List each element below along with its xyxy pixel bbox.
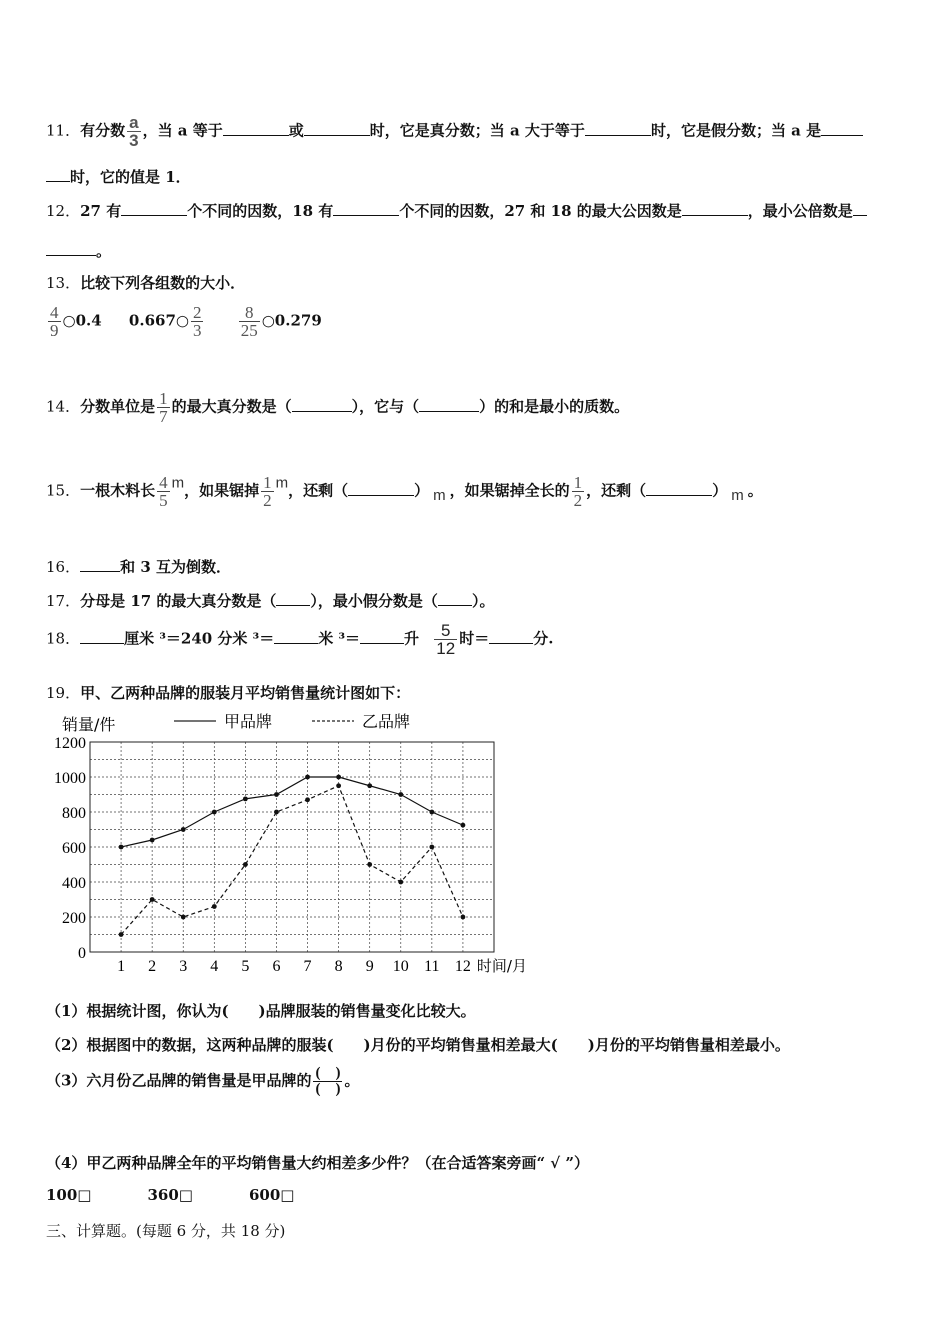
- fraction-denominator: 12: [436, 639, 456, 658]
- q11-text: 或: [288, 121, 304, 140]
- x-tick-label: 10: [392, 958, 409, 975]
- question-11-cont: [46, 166, 191, 187]
- series-line-yi: [121, 786, 463, 935]
- fraction-denominator: 25: [240, 321, 258, 340]
- fraction-denominator: 2: [573, 491, 583, 510]
- y-tick-label: 1200: [54, 735, 86, 752]
- y-tick-label: 800: [62, 805, 86, 822]
- answer-blank[interactable]: [489, 642, 533, 644]
- y-axis-title: 销量/件: [62, 715, 116, 734]
- answer-blank[interactable]: [274, 642, 318, 644]
- data-point: [274, 810, 279, 815]
- q13-text: 比较下列各组数的大小．: [80, 274, 246, 292]
- question-number: 13．: [46, 274, 81, 292]
- fraction-numerator: 4: [50, 303, 59, 322]
- q19-part1-text: （1）根据统计图，你认为( )品牌服装的销售量变化比较大。: [46, 1002, 476, 1020]
- q11-text: 时，它是假分数；当 a 是: [650, 121, 822, 140]
- answer-blank[interactable]: [438, 604, 472, 606]
- data-point: [212, 810, 217, 815]
- x-tick-label: 1: [117, 958, 126, 975]
- data-point: [305, 775, 310, 780]
- chart-series: [119, 775, 466, 937]
- q14-text: 的最大真分数是（: [171, 397, 292, 416]
- q12-text: 个不同的因数，18 有: [187, 202, 334, 220]
- q12-text: 27 有: [80, 202, 122, 220]
- q11-text: 时，它的值是 1．: [70, 168, 191, 186]
- legend-label: 乙品牌: [362, 712, 411, 731]
- fraction-denominator: 9: [50, 321, 59, 340]
- q15-text: ）: [414, 481, 430, 500]
- q19-part4-text: （4）甲乙两种品牌全年的平均销售量大约相差多少件？（在合适答案旁画“ √ ”）: [46, 1154, 589, 1172]
- q12-text: 个不同的因数，27 和 18 的最大公因数是: [399, 202, 682, 220]
- q18-text: 升: [404, 629, 420, 648]
- answer-blank[interactable]: [853, 214, 867, 216]
- x-tick-label: 8: [334, 958, 343, 975]
- x-tick-label: 11: [424, 958, 440, 975]
- comparison-c: ○0.279: [261, 311, 322, 330]
- option-100[interactable]: 100□: [46, 1186, 92, 1204]
- question-12: [46, 200, 867, 221]
- q17-text: 分母是 17 的最大真分数是（: [80, 592, 277, 610]
- question-13-items: [46, 304, 322, 339]
- data-point: [461, 823, 466, 828]
- data-point: [119, 845, 124, 850]
- y-tick-label: 1000: [54, 770, 86, 787]
- answer-blank[interactable]: [682, 214, 748, 216]
- answer-blank[interactable]: [348, 494, 414, 496]
- unit-label: m: [275, 474, 289, 492]
- data-point: [274, 792, 279, 797]
- q14-text: ）的和是最小的质数。: [479, 397, 630, 416]
- data-point: [181, 915, 186, 920]
- legend-label: 甲品牌: [224, 712, 273, 731]
- section-3-heading: [46, 1220, 285, 1241]
- data-point: [243, 796, 248, 801]
- q18-text: 时＝: [459, 629, 490, 648]
- q18-text: 米 ³＝: [318, 629, 361, 648]
- fraction-numerator: 1: [573, 473, 583, 492]
- q17-text: ），最小假分数是（: [310, 592, 438, 610]
- comparison-b: 0.667○: [128, 311, 189, 330]
- q19-options: [46, 1186, 294, 1204]
- q18-text: 分.: [533, 629, 554, 648]
- q12-text: 。: [96, 242, 112, 260]
- data-point: [429, 810, 434, 815]
- data-point: [181, 827, 186, 832]
- y-tick-label: 200: [62, 910, 86, 927]
- answer-blank[interactable]: [276, 604, 310, 606]
- answer-blank[interactable]: [646, 494, 712, 496]
- question-number: 15．: [46, 481, 81, 500]
- answer-blank[interactable]: [821, 134, 863, 136]
- q17-text: ）。: [471, 592, 495, 610]
- q15-text: 一根木料长: [80, 481, 156, 500]
- data-point: [119, 932, 124, 937]
- question-number: 11．: [46, 121, 81, 140]
- x-tick-label: 6: [272, 958, 281, 975]
- q14-text: ），它与（: [351, 397, 420, 416]
- fraction-numerator: 1: [263, 473, 272, 492]
- data-point: [367, 862, 372, 867]
- q19-part4: [46, 1152, 589, 1173]
- answer-blank[interactable]: [223, 134, 289, 136]
- answer-blank[interactable]: [80, 642, 124, 644]
- x-tick-label: 7: [303, 958, 312, 975]
- y-tick-label: 600: [62, 840, 86, 857]
- question-19: [46, 682, 410, 703]
- q12-text: ，最小公倍数是: [747, 202, 853, 220]
- fraction-denominator: 5: [159, 491, 168, 510]
- q15-text: 。: [747, 481, 763, 500]
- fraction-numerator: 2: [192, 303, 202, 322]
- question-13: [46, 272, 245, 293]
- fraction-numerator: ( ): [315, 1065, 341, 1081]
- q19-part3-text: （3）六月份乙品牌的销售量是甲品牌的: [46, 1071, 312, 1090]
- q15-text: ，还剩（: [586, 481, 647, 500]
- unit-label: m: [731, 486, 744, 504]
- q19-part3-text: 。: [344, 1071, 360, 1090]
- fraction-numerator: 5: [434, 622, 457, 640]
- question-14: [46, 390, 629, 425]
- fraction-numerator: 1: [159, 389, 168, 408]
- y-tick-label: 400: [62, 875, 86, 892]
- question-number: 17．: [46, 592, 81, 610]
- fraction-numerator: 4: [159, 473, 168, 492]
- fraction-denominator: 2: [263, 491, 272, 510]
- q15-text: ，还剩（: [288, 481, 349, 500]
- question-number: 14．: [46, 397, 81, 416]
- data-point: [398, 880, 403, 885]
- data-point: [150, 897, 155, 902]
- question-11: [46, 114, 863, 149]
- answer-blank[interactable]: [333, 214, 399, 216]
- fraction-denominator: 3: [192, 321, 202, 340]
- answer-blank[interactable]: [419, 410, 479, 412]
- q19-part2-text: （2）根据图中的数据，这两种品牌的服装( )月份的平均销售量相差最大( )月份的平均销售量相差最小。: [46, 1036, 790, 1054]
- fraction-denominator: 3: [129, 131, 139, 150]
- comparison-a: ○0.4: [62, 311, 102, 330]
- question-18: [46, 622, 553, 657]
- q16-text: 和 3 互为倒数．: [120, 558, 231, 576]
- data-point: [243, 862, 248, 867]
- unit-label: m: [433, 486, 446, 504]
- q19-part3: [46, 1066, 359, 1097]
- answer-blank[interactable]: [292, 410, 352, 412]
- answer-blank[interactable]: [46, 180, 70, 182]
- fraction-denominator: ( ): [315, 1081, 341, 1097]
- question-12-cont: [46, 240, 111, 261]
- fraction-denominator: 7: [159, 407, 168, 426]
- x-tick-label: 9: [365, 958, 374, 975]
- question-17: [46, 590, 494, 611]
- sales-line-chart: [40, 708, 560, 978]
- q15-text: ，如果锯掉: [184, 481, 260, 500]
- option-600[interactable]: 600□: [248, 1186, 295, 1204]
- fraction-numerator: a: [129, 113, 139, 132]
- question-number: 12．: [46, 202, 81, 220]
- q11-text: ，当 a 等于: [142, 121, 223, 140]
- question-number: 19．: [46, 684, 81, 702]
- q19-part1: [46, 1000, 476, 1021]
- q11-text: 时，它是真分数；当 a 大于等于: [369, 121, 585, 140]
- data-point: [461, 915, 466, 920]
- q18-text: 厘米 ³＝240 分米 ³＝: [124, 629, 275, 648]
- y-tick-label: 0: [78, 945, 86, 962]
- answer-blank[interactable]: [46, 254, 96, 256]
- x-axis-title: 时间/月: [476, 957, 527, 975]
- x-tick-label: 12: [454, 958, 471, 975]
- answer-blank[interactable]: [121, 214, 187, 216]
- data-point: [429, 845, 434, 850]
- data-point: [398, 792, 403, 797]
- chart-labels: [54, 712, 527, 975]
- answer-blank[interactable]: [304, 134, 370, 136]
- option-360[interactable]: 360□: [147, 1186, 193, 1204]
- q19-part2: [46, 1034, 790, 1055]
- q15-text: ，如果锯掉全长的: [449, 481, 570, 500]
- section-3-text: 三、计算题。(每题 6 分，共 18 分): [46, 1222, 286, 1240]
- q15-text: ）: [712, 481, 728, 500]
- x-tick-label: 5: [241, 958, 250, 975]
- answer-blank[interactable]: [585, 134, 651, 136]
- unit-label: m: [171, 474, 185, 492]
- answer-blank[interactable]: [360, 642, 404, 644]
- question-15: [46, 474, 763, 509]
- fraction-numerator: 8: [239, 304, 260, 322]
- question-number: 16．: [46, 558, 81, 576]
- x-tick-label: 4: [210, 958, 219, 975]
- answer-blank[interactable]: [80, 570, 120, 572]
- q14-text: 分数单位是: [80, 397, 156, 416]
- data-point: [150, 838, 155, 843]
- data-point: [305, 797, 310, 802]
- data-point: [212, 904, 217, 909]
- data-point: [367, 783, 372, 788]
- data-point: [336, 775, 341, 780]
- question-16: [46, 556, 231, 577]
- question-number: 18．: [46, 629, 81, 648]
- data-point: [336, 783, 341, 788]
- x-tick-label: 3: [179, 958, 188, 975]
- q11-text: 有分数: [80, 121, 126, 140]
- q19-text: 甲、乙两种品牌的服装月平均销售量统计图如下：: [80, 684, 411, 702]
- x-tick-label: 2: [148, 958, 157, 975]
